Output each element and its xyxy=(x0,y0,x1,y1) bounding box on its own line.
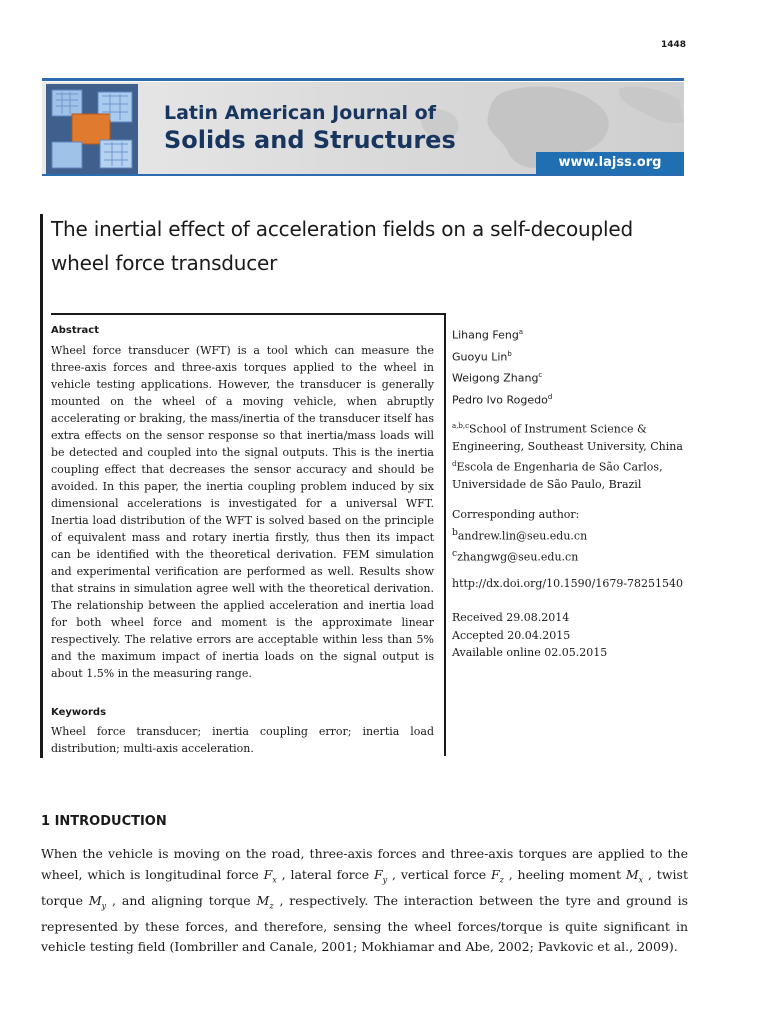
affiliation-item xyxy=(452,418,692,456)
banner-bottom-rule xyxy=(42,174,684,176)
intro-text: , heeling moment xyxy=(503,866,626,882)
math-fy xyxy=(374,867,387,882)
author-item xyxy=(452,345,552,367)
journal-banner xyxy=(42,82,684,174)
abstract-side-rule xyxy=(40,298,43,758)
paper-title: The inertial effect of acceleration fields on a self-decoupled wheel force transducer xyxy=(51,217,633,275)
intro-text: , lateral force xyxy=(276,866,374,882)
math-subscript: x xyxy=(272,875,277,884)
math-symbol: F xyxy=(490,866,500,882)
title-side-rule xyxy=(40,214,43,298)
author-item xyxy=(452,323,552,345)
affiliation-text: School of Instrument Science & Engineering, Southeast University, China xyxy=(452,422,683,454)
email-link[interactable]: zhangwg@seu.edu.cn xyxy=(457,550,579,564)
intro-text: , respectively. The interaction between the tyre and ground is represented by these forces, and therefore, sensing the wheel forces/torque is quite significant in vehicle testing field (Iombriller and Canale, 2001; Mokhiamar and Abe, 2002; Pavkovic et al., 2009). xyxy=(41,892,688,954)
doi-link[interactable]: http://dx.doi.org/10.1590/1679-78251540 xyxy=(452,577,684,590)
intro-text: , and aligning torque xyxy=(106,892,257,908)
received-date: Received 29.08.2014 xyxy=(452,611,570,624)
affiliation-mark: a,b,c xyxy=(452,422,470,430)
online-date: Available online 02.05.2015 xyxy=(452,646,608,659)
affiliation-text: Escola de Engenharia de São Carlos, Universidade de São Paulo, Brazil xyxy=(452,460,663,491)
intro-text: , vertical force xyxy=(387,866,491,882)
math-symbol: F xyxy=(263,866,273,882)
math-fz xyxy=(491,867,504,882)
journal-logo-icon xyxy=(46,84,138,174)
accepted-date: Accepted 20.04.2015 xyxy=(452,628,571,642)
math-subscript: y xyxy=(101,901,107,910)
email-mark: b xyxy=(452,526,458,538)
author-affil-mark: b xyxy=(507,349,512,358)
author-name: Weigong Zhang xyxy=(452,371,539,385)
publication-dates xyxy=(452,609,692,662)
page-number: 1448 xyxy=(660,40,686,50)
math-mz xyxy=(257,893,274,908)
math-subscript: z xyxy=(269,901,274,910)
math-subscript: x xyxy=(638,875,644,884)
author-list xyxy=(452,323,552,410)
keywords-text: Wheel force transducer; inertia coupling error; inertia load distribution; multi-axis acceleration. xyxy=(51,725,434,755)
author-name: Pedro Ivo Rogedo xyxy=(452,393,548,407)
abstract-right-rule xyxy=(444,313,446,756)
affiliations xyxy=(452,418,692,493)
math-fx xyxy=(264,867,277,882)
author-affil-mark: a xyxy=(518,328,524,336)
affiliation-mark: d xyxy=(452,459,457,468)
journal-url[interactable]: www.lajss.org xyxy=(536,152,684,174)
math-subscript: y xyxy=(382,875,388,884)
email-link[interactable]: andrew.lin@seu.edu.cn xyxy=(457,529,588,543)
abstract-heading: Abstract xyxy=(51,325,100,336)
math-symbol: M xyxy=(88,892,102,908)
math-symbol: M xyxy=(256,892,270,908)
journal-name-line1: Latin American Journal of xyxy=(164,102,436,124)
affiliation-item xyxy=(452,456,692,494)
author-affil-mark: d xyxy=(547,392,553,401)
intro-text: When the vehicle is moving on the road, three-axis forces and three-axis torques are applied to the wheel, which is longitudinal force xyxy=(41,846,688,882)
keywords-heading: Keywords xyxy=(51,707,107,718)
email-mark: c xyxy=(452,547,458,559)
intro-text: , twist torque xyxy=(41,866,688,908)
math-my xyxy=(89,893,106,908)
author-name: Lihang Feng xyxy=(452,328,519,342)
email-item xyxy=(452,545,692,566)
author-name: Guoyu Lin xyxy=(452,350,508,364)
math-subscript: z xyxy=(499,875,504,884)
author-item xyxy=(452,388,552,410)
email-item xyxy=(452,524,692,545)
math-symbol: M xyxy=(625,866,639,882)
banner-top-rule xyxy=(42,78,684,81)
math-symbol: F xyxy=(373,866,383,882)
author-affil-mark: c xyxy=(538,371,543,380)
corresponding-author xyxy=(452,506,692,566)
journal-name-line2: Solids and Structures xyxy=(164,126,456,154)
section-heading-introduction: 1 INTRODUCTION xyxy=(41,814,167,829)
abstract-top-rule xyxy=(51,313,446,315)
introduction-paragraph xyxy=(41,844,688,958)
abstract-text: Wheel force transducer (WFT) is a tool which can measure the three-axis forces and three-axis torques applied to the wheel in vehicle testing applications. However, the transducer is generally mounted on the wheel of a moving vehicle, when abruptly accelerating or braking, the mass/inertia of the transducer itself has extra effects on the sensor response so that inertia/mass loads will be detected and coupled into the signal outputs. This is the inertia coupling effect that decreases the sensor accuracy and should be avoided. In this paper, the inertia coupling problem induced by six dimensional accelerations is investigated for a universal WFT. Inertia load distribution of the WFT is solved based on the principle of equivalent mass and rotary inertia firstly, thus then its impact can be identified with the theoretical derivation. FEM simulation and experimental verification are performed as well. Results show that strains in simulation agree well with the theoretical derivation. The relationship between the applied acceleration and inertia load for both wheel force and moment is the approximate linear respectively. The relative errors are acceptable within less than 5% and the maximum impact of inertia loads on the signal output is about 1.5% in the measuring range. xyxy=(51,344,434,680)
corresponding-label: Corresponding author: xyxy=(452,508,580,521)
math-mx xyxy=(626,867,643,882)
author-item xyxy=(452,366,552,388)
